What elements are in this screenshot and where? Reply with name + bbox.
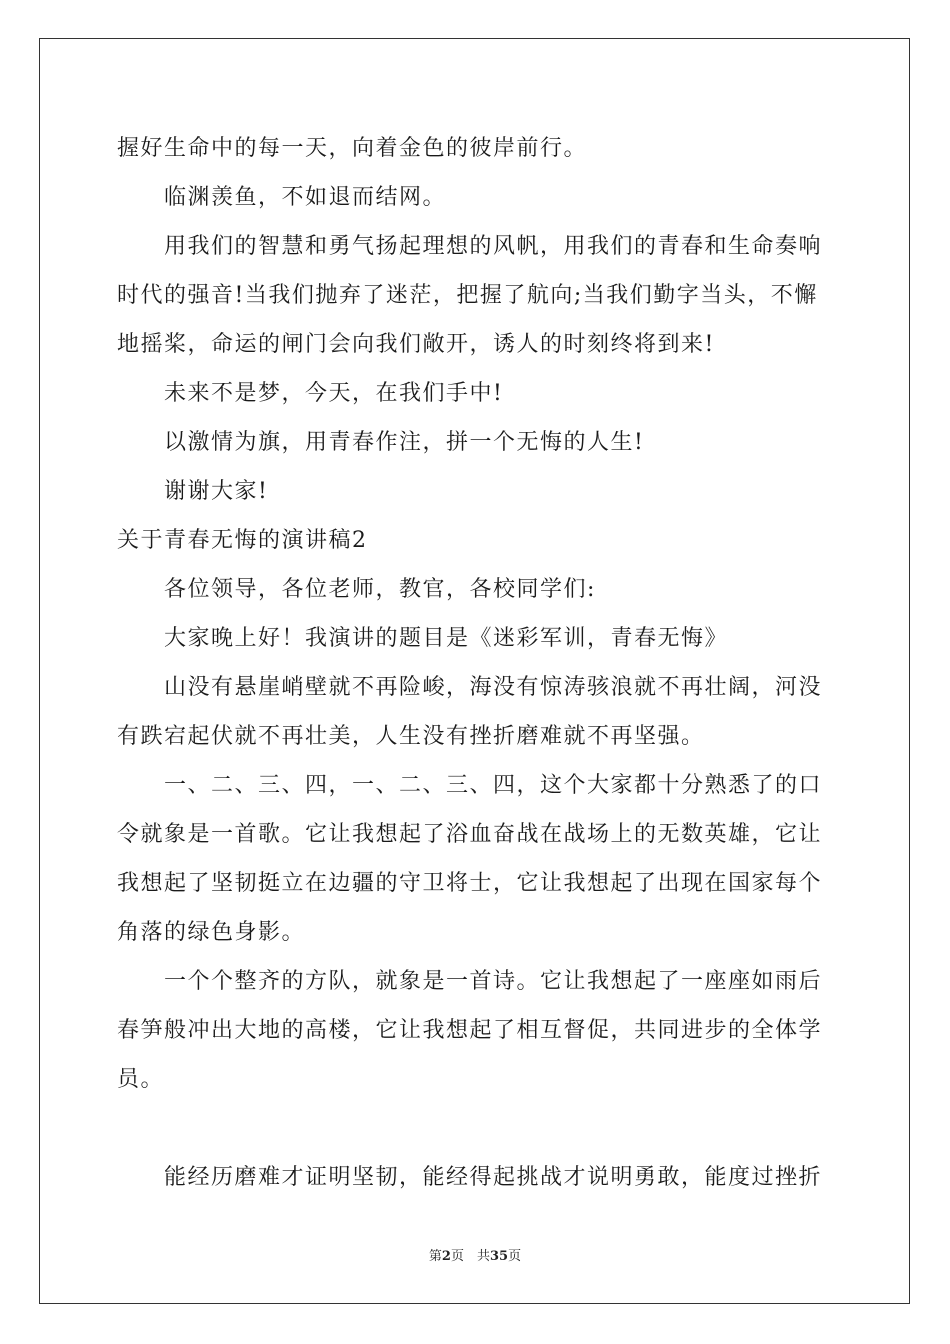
text-line: 用我们的智慧和勇气扬起理想的风帆，用我们的青春和生命奏响 [164, 234, 823, 259]
paragraph-gap [117, 1104, 835, 1153]
footer-suffix: 页 [508, 1249, 522, 1264]
text-line: 山没有悬崖峭壁就不再险峻，海没有惊涛骇浪就不再壮阔，河没 [164, 675, 823, 700]
text-line: 一、二、三、四，一、二、三、四，这个大家都十分熟悉了的口 [164, 773, 823, 798]
text-line: 能经历磨难才证明坚韧，能经得起挑战才说明勇敢，能度过挫折 [164, 1164, 823, 1190]
text-line: 时代的强音!当我们抛弃了迷茫，把握了航向;当我们勤字当头，不懈 [117, 283, 818, 308]
page-number: 2 [441, 1249, 451, 1264]
footer-mid: 页 共 [450, 1249, 490, 1264]
document-body [117, 124, 835, 1202]
text-line: 握好生命中的每一天，向着金色的彼岸前行。 [117, 136, 588, 161]
section-heading: 关于青春无悔的演讲稿2 [117, 528, 368, 553]
text-line: 春笋般冲出大地的高楼，它让我想起了相互督促，共同进步的全体学 [117, 1018, 823, 1043]
text-line: 一个个整齐的方队，就象是一首诗。它让我想起了一座座如雨后 [164, 969, 823, 994]
text-line: 角落的绿色身影。 [117, 920, 306, 945]
text-line: 大家晚上好！我演讲的题目是《迷彩军训，青春无悔》 [164, 626, 729, 651]
text-line: 未来不是梦，今天，在我们手中! [164, 381, 504, 406]
text-line: 各位领导，各位老师，教官，各校同学们: [164, 577, 596, 602]
text-line: 谢谢大家! [164, 479, 269, 504]
text-line: 以激情为旗，用青春作注，拼一个无悔的人生! [164, 430, 645, 455]
text-line: 有跌宕起伏就不再壮美，人生没有挫折磨难就不再坚强。 [117, 724, 705, 749]
page-footer [0, 1245, 950, 1264]
text-line: 临渊羡鱼，不如退而结网。 [164, 185, 447, 210]
text-line: 地摇桨，命运的闸门会向我们敞开，诱人的时刻终将到来! [117, 332, 715, 357]
total-pages: 35 [489, 1249, 509, 1264]
text-line: 我想起了坚韧挺立在边疆的守卫将士，它让我想起了出现在国家每个 [117, 871, 823, 896]
footer-prefix: 第 [428, 1249, 442, 1264]
text-line: 令就象是一首歌。它让我想起了浴血奋战在战场上的无数英雄，它让 [117, 822, 823, 847]
text-line: 员。 [117, 1067, 165, 1092]
